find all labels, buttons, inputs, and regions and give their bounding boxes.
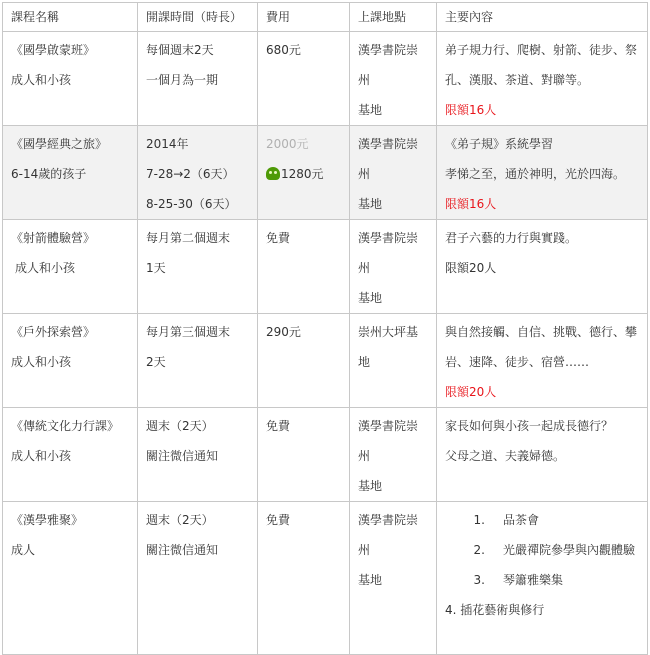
content-text: 君子六藝的力行與實踐。 [445,231,578,245]
list-item-number: 2. [473,543,485,557]
location-line: 崇州大坪基地 [358,325,419,369]
schedule-line: 每月第二個週末 [146,231,231,245]
list-item-text: 光嚴禪院參學與內觀體驗 [503,543,636,557]
schedule-cell [138,220,258,314]
location-line: 漢學書院崇州 [358,137,419,181]
course-name-cell [3,32,138,126]
course-title: 《射箭體驗營》 [11,231,96,245]
content-text: 孝悌之至，通於神明，光於四海。 [445,167,626,181]
course-title: 《國學啟蒙班》 [11,43,96,57]
schedule-cell [138,502,258,655]
list-item [445,535,639,565]
location-cell [350,126,437,220]
content-text: 與自然接觸、自信、挑戰、德行、攀岩、速降、徒步、宿營…… [445,325,638,369]
discount-fee-value: 1280元 [281,167,324,181]
course-name-cell [3,408,138,502]
table-header-row [3,3,648,32]
fee-cell: 290元 [258,314,350,408]
schedule-line: 8-25-30（6天） [146,197,237,211]
schedule-line: 2014年 [146,137,189,151]
green-face-icon [266,167,280,180]
schedule-line: 7-28→2（6天） [146,167,235,181]
schedule-line: 關注微信通知 [146,543,219,557]
course-title: 《國學經典之旅》 [11,137,108,151]
fee-cell: 680元 [258,32,350,126]
header-course-name: 課程名稱 [3,3,138,32]
quota-label: 限額20人 [445,261,497,275]
content-cell [437,126,648,220]
location-cell [350,502,437,655]
schedule-cell [138,32,258,126]
schedule-line: 關注微信通知 [146,449,219,463]
course-audience: 成人和小孩 [15,261,76,275]
course-title: 《傳統文化力行課》 [11,419,120,433]
course-audience: 成人和小孩 [11,449,72,463]
list-item-number: 3. [473,573,485,587]
location-line: 基地 [358,573,383,587]
location-line: 漢學書院崇州 [358,43,419,87]
content-cell [437,314,648,408]
schedule-cell [138,126,258,220]
course-name-cell [3,314,138,408]
course-name-cell [3,126,138,220]
original-fee: 2000元 [266,137,309,151]
fee-cell: 免費 [258,220,350,314]
schedule-line: 每個週末2天 [146,43,214,57]
table-row [3,314,648,408]
course-title: 《漢學雅聚》 [11,513,84,527]
schedule-line: 一個月為一期 [146,73,219,87]
course-audience: 成人 [11,543,36,557]
location-line: 漢學書院崇州 [358,419,419,463]
content-text: 弟子規力行、爬樹、射箭、徒步、祭孔、漢服、茶道、對聯等。 [445,43,638,87]
course-table [2,2,648,655]
list-item-number: 1. [473,513,485,527]
schedule-line: 每月第三個週末 [146,325,231,339]
table-row [3,220,648,314]
header-content: 主要內容 [437,3,648,32]
location-line: 基地 [358,291,383,305]
fee-cell: 免費 [258,502,350,655]
course-title: 《戶外探索營》 [11,325,96,339]
schedule-line: 1天 [146,261,166,275]
location-line: 基地 [358,103,383,117]
quota-label: 限額20人 [445,385,497,399]
location-cell [350,32,437,126]
schedule-cell [138,408,258,502]
header-location: 上課地點 [350,3,437,32]
content-text: 《弟子規》系統學習 [445,137,554,151]
location-line: 漢學書院崇州 [358,231,419,275]
content-text: 家長如何與小孩一起成長德行？ [445,419,614,433]
content-cell [437,220,648,314]
location-cell [350,408,437,502]
schedule-line: 2天 [146,355,166,369]
quota-label: 限額16人 [445,103,497,117]
location-line: 漢學書院崇州 [358,513,419,557]
list-item: 4. 插花藝術與修行 [445,603,545,617]
course-name-cell [3,502,138,655]
table-row [3,32,648,126]
fee-cell [258,126,350,220]
table-row [3,126,648,220]
header-schedule: 開課時間（時長） [138,3,258,32]
course-audience: 成人和小孩 [11,355,72,369]
list-item-text: 品茶會 [503,513,540,527]
quota-label: 限額16人 [445,197,497,211]
course-audience: 成人和小孩 [11,73,72,87]
content-cell [437,32,648,126]
schedule-line: 週末（2天） [146,513,214,527]
list-item [445,505,639,535]
location-cell [350,314,437,408]
fee-cell: 免費 [258,408,350,502]
header-fee: 費用 [258,3,350,32]
discount-fee [266,159,341,189]
list-item [445,565,639,595]
list-item-text: 琴簫雅樂集 [503,573,564,587]
location-line: 基地 [358,197,383,211]
location-cell [350,220,437,314]
table-row [3,502,648,655]
schedule-cell [138,314,258,408]
content-cell [437,502,648,655]
content-cell [437,408,648,502]
course-audience: 6-14歲的孩子 [11,167,87,181]
schedule-line: 週末（2天） [146,419,214,433]
content-text: 父母之道、夫義婦德。 [445,449,566,463]
table-row [3,408,648,502]
location-line: 基地 [358,479,383,493]
course-name-cell [3,220,138,314]
